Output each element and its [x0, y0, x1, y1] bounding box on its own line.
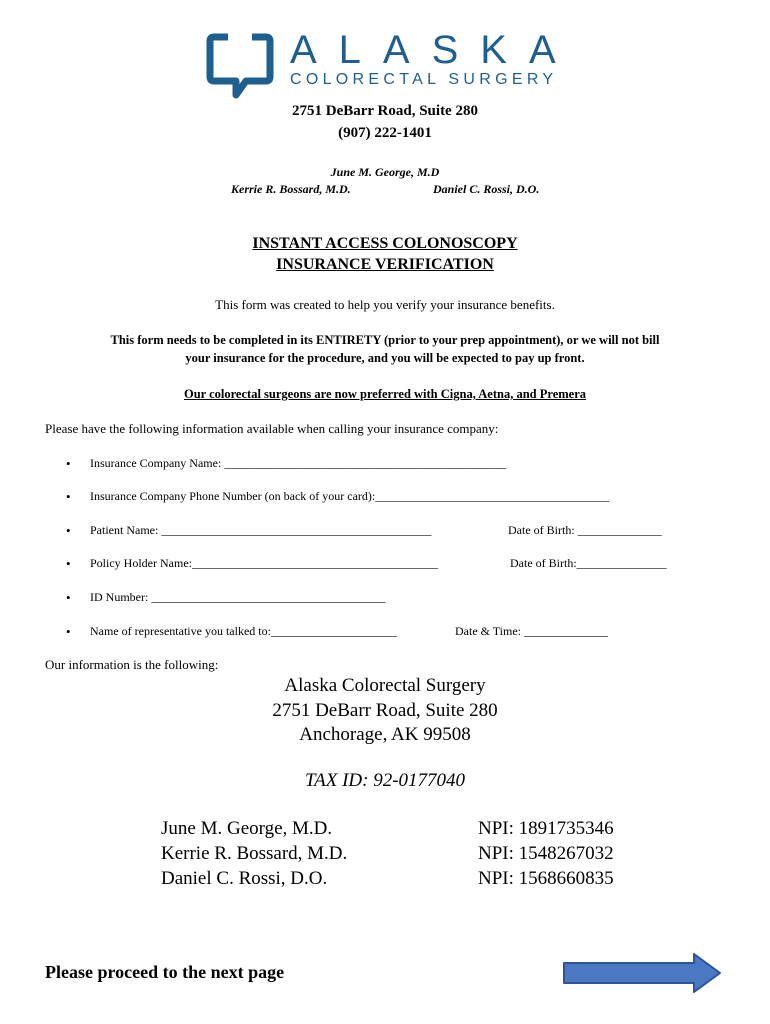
- logo-subtitle: COLORECTAL SURGERY: [290, 71, 558, 88]
- logo-name: ALASKA: [290, 28, 578, 72]
- provider-npi: NPI: 1548267032: [478, 843, 614, 864]
- id-number-field[interactable]: ID Number: _______________________________________: [90, 590, 386, 604]
- form-title-line1: INSTANT ACCESS COLONOSCOPY: [252, 235, 518, 252]
- header-doctor-bossard: Kerrie R. Bossard, M.D.: [231, 182, 351, 196]
- practice-city: Anchorage, AK 99508: [299, 724, 471, 745]
- bullet-icon: •: [66, 556, 71, 571]
- intro-text: This form was created to help you verify your insurance benefits.: [215, 297, 555, 312]
- provider-name: June M. George, M.D.: [161, 818, 333, 839]
- bullet-icon: •: [66, 523, 71, 538]
- form-title-line2: INSURANCE VERIFICATION: [276, 256, 494, 273]
- provider-npi: NPI: 1568660835: [478, 868, 614, 889]
- proceed-text: Please proceed to the next page: [45, 962, 285, 982]
- header-doctor-rossi: Daniel C. Rossi, D.O.: [433, 182, 540, 196]
- header-doctor-george: June M. George, M.D: [330, 165, 440, 179]
- provider-name: Daniel C. Rossi, D.O.: [161, 868, 328, 889]
- provider-name: Kerrie R. Bossard, M.D.: [161, 843, 348, 864]
- practice-street: 2751 DeBarr Road, Suite 280: [272, 700, 498, 721]
- notice-line1: This form needs to be completed in its ENTIRETY (prior to your prep appointment), or we will not bill: [110, 333, 660, 347]
- tax-id: TAX ID: 92-0177040: [304, 770, 466, 791]
- logo-mark: [206, 33, 274, 103]
- header-address: 2751 DeBarr Road, Suite 280: [292, 103, 478, 119]
- header-phone: (907) 222-1401: [338, 125, 432, 141]
- insurance-name-field[interactable]: Insurance Company Name: _______________________________________________: [90, 456, 507, 470]
- bullet-icon: •: [66, 624, 71, 639]
- our-info-label: Our information is the following:: [45, 657, 219, 672]
- patient-dob-field[interactable]: Date of Birth: ______________: [508, 523, 662, 537]
- provider-npi: NPI: 1891735346: [478, 818, 614, 839]
- practice-name: Alaska Colorectal Surgery: [284, 675, 486, 696]
- patient-name-field[interactable]: Patient Name: _____________________________________________: [90, 523, 432, 537]
- bullet-icon: •: [66, 590, 71, 605]
- instructions-text: Please have the following information available when calling your insurance company:: [45, 421, 499, 436]
- notice-line2: your insurance for the procedure, and you will be expected to pay up front.: [185, 351, 585, 365]
- policy-holder-field[interactable]: Policy Holder Name:_________________________________________: [90, 556, 438, 570]
- rep-datetime-field[interactable]: Date & Time: ______________: [455, 624, 609, 638]
- bullet-icon: •: [66, 489, 71, 504]
- insurance-phone-field[interactable]: Insurance Company Phone Number (on back of your card):_______________________________________: [90, 489, 610, 503]
- representative-field[interactable]: Name of representative you talked to:_____________________: [90, 624, 397, 638]
- holder-dob-field[interactable]: Date of Birth:_______________: [510, 556, 667, 570]
- preferred-insurers: Our colorectal surgeons are now preferred with Cigna, Aetna, and Premera: [183, 387, 587, 401]
- next-page-arrow-icon[interactable]: [562, 952, 724, 994]
- bullet-icon: •: [66, 456, 71, 471]
